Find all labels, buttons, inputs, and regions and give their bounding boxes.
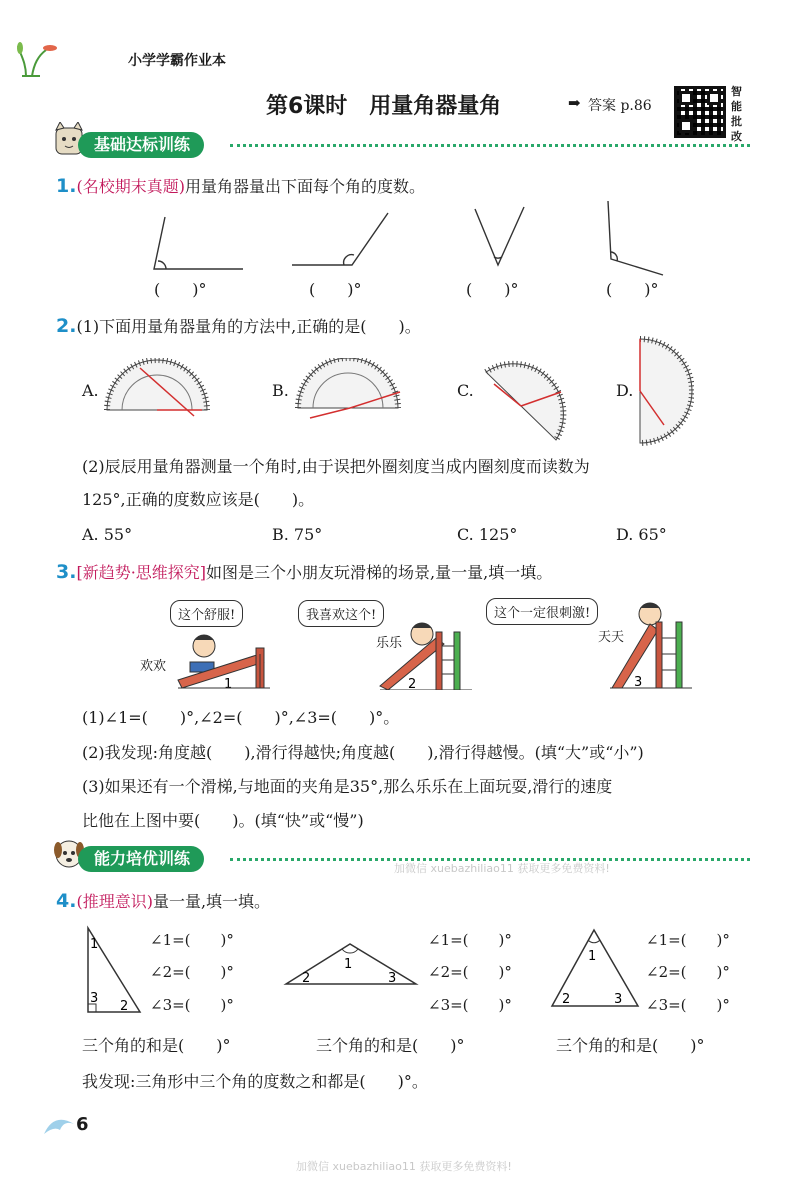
angle-label-3: 3 — [634, 675, 643, 690]
speech-bubble-2: 我喜欢这个! — [298, 600, 384, 627]
tri3-angle-3: 3 — [614, 992, 623, 1007]
tri3-angle-2: 2 — [562, 992, 571, 1007]
wave-icon — [42, 1112, 78, 1140]
option-label-a: A. — [82, 381, 99, 400]
tri2-eq-3[interactable]: ∠3=( )° — [428, 996, 512, 1014]
question-2-part-2-line-1: (2)辰辰用量角器测量一个角时,由于误把外圈刻度当成内圈刻度而读数为 — [82, 457, 590, 476]
choice-a[interactable]: A. 55° — [82, 525, 133, 544]
tri1-angle-2: 2 — [120, 999, 129, 1014]
angle-2 — [292, 213, 388, 265]
slide-2 — [372, 618, 482, 690]
child-name-3: 天天 — [598, 630, 625, 645]
question-2-part-1: 2.(1)下面用量角器量角的方法中,正确的是( )。 — [56, 315, 421, 337]
tri2-angle-2: 2 — [302, 971, 311, 986]
slide-3 — [606, 600, 696, 690]
option-label-b: B. — [272, 381, 289, 400]
conclusion[interactable]: 我发现:三角形中三个角的度数之和都是( )°。 — [82, 1072, 428, 1091]
tri1-angle-3: 3 — [90, 991, 99, 1006]
choice-b[interactable]: B. 75° — [272, 525, 323, 544]
tri3-eq-2[interactable]: ∠2=( )° — [646, 963, 730, 981]
q1-blank-4[interactable]: ( )° — [606, 280, 659, 299]
protractor-b — [290, 358, 405, 420]
child-name-1: 欢欢 — [140, 659, 167, 674]
q3-line-2: (2)我发现:角度越( ),滑行得越快;角度越( ),滑行得越慢。(填“大”或“小”) — [82, 743, 644, 762]
section-title: 基础达标训练 — [78, 132, 204, 158]
tri2-angle-1: 1 — [344, 957, 353, 972]
q1-angles-figure — [140, 195, 680, 280]
book-title: 小学学霸作业本 — [128, 53, 226, 69]
tri1-angle-1: 1 — [90, 937, 99, 952]
choice-c[interactable]: C. 125° — [457, 525, 518, 544]
protractor-c — [476, 352, 576, 447]
q3-line-4: 比他在上图中要( )。(填“快”或“慢”) — [82, 811, 364, 830]
protractor-d — [634, 335, 694, 447]
arrow-icon: ➡ — [568, 94, 581, 112]
side-text: 智 能 批 改 — [731, 85, 742, 143]
tri1-eq-1[interactable]: ∠1=( )° — [150, 931, 234, 949]
triangle-2 — [282, 938, 422, 990]
triangle-3 — [548, 926, 642, 1010]
header-plant-icon — [14, 40, 64, 78]
question-4: 4.(推理意识)量一量,填一填。 — [56, 890, 271, 912]
angle-label-2: 2 — [408, 677, 417, 690]
section-title: 能力培优训练 — [78, 846, 204, 872]
choice-d[interactable]: D. 65° — [616, 525, 667, 544]
sum-1[interactable]: 三个角的和是( )° — [82, 1036, 231, 1055]
speech-bubble-3: 这个一定很刺激! — [486, 598, 598, 625]
question-2-part-2-line-2: 125°,正确的度数应该是( )。 — [82, 490, 315, 509]
tri2-eq-1[interactable]: ∠1=( )° — [428, 931, 512, 949]
tri3-angle-1: 1 — [588, 949, 597, 964]
tri3-eq-1[interactable]: ∠1=( )° — [646, 931, 730, 949]
q1-blank-3[interactable]: ( )° — [466, 280, 519, 299]
footer-watermark: 加微信 xuebazhiliao11 获取更多免费资料! — [296, 1160, 512, 1173]
banner-dots — [230, 144, 750, 147]
speech-bubble-1: 这个舒服! — [170, 600, 243, 627]
angle-1 — [154, 217, 243, 269]
answer-ref: 答案 p.86 — [588, 98, 652, 114]
lesson-title: 第6课时 用量角器量角 — [266, 94, 502, 119]
page-number: 6 — [76, 1114, 89, 1135]
sum-2[interactable]: 三个角的和是( )° — [316, 1036, 465, 1055]
section-banner-advanced — [52, 846, 752, 876]
q1-blank-2[interactable]: ( )° — [309, 280, 362, 299]
question-3: 3.[新趋势·思维探究]如图是三个小朋友玩滑梯的场景,量一量,填一填。 — [56, 561, 553, 583]
question-1: 1.(名校期末真题)用量角器量出下面每个角的度数。 — [56, 175, 425, 197]
q3-line-3: (3)如果还有一个滑梯,与地面的夹角是35°,那么乐乐在上面玩耍,滑行的速度 — [82, 777, 613, 796]
tri1-eq-2[interactable]: ∠2=( )° — [150, 963, 234, 981]
angle-3 — [475, 207, 524, 265]
angle-4 — [608, 201, 663, 275]
q1-blank-1[interactable]: ( )° — [154, 280, 207, 299]
watermark: 加微信 xuebazhiliao11 获取更多免费资料! — [394, 862, 610, 875]
protractor-a — [102, 358, 212, 418]
section-banner-basic — [52, 132, 752, 162]
q3-line-1: (1)∠1=( )°,∠2=( )°,∠3=( )°。 — [82, 708, 400, 727]
sum-3[interactable]: 三个角的和是( )° — [556, 1036, 705, 1055]
angle-label-1: 1 — [224, 677, 233, 690]
tri2-angle-3: 3 — [388, 971, 397, 986]
triangle-1 — [84, 924, 144, 1016]
child-name-2: 乐乐 — [376, 636, 403, 651]
tri1-eq-3[interactable]: ∠3=( )° — [150, 996, 234, 1014]
slide-1 — [160, 630, 280, 690]
qr-code-icon[interactable] — [674, 86, 726, 138]
option-label-c: C. — [457, 381, 474, 400]
tri2-eq-2[interactable]: ∠2=( )° — [428, 963, 512, 981]
tri3-eq-3[interactable]: ∠3=( )° — [646, 996, 730, 1014]
option-label-d: D. — [616, 381, 634, 400]
